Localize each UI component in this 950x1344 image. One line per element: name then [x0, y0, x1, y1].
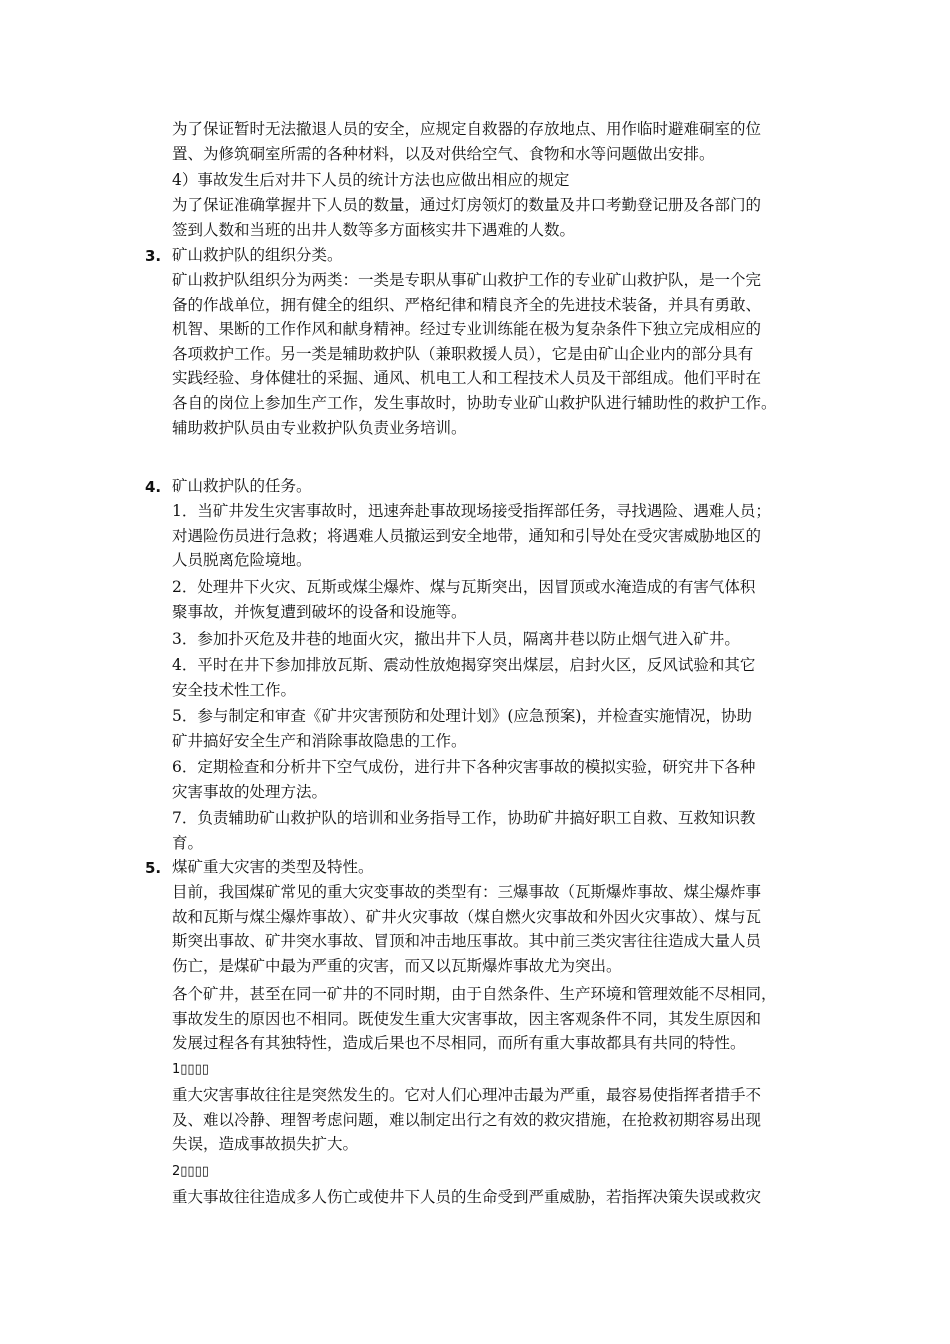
subheading-2: 2▯▯▯▯ [172, 1164, 209, 1179]
paragraph-disaster-characteristics: 各个矿井，甚至在同一矿井的不同时期，由于自然条件、生产环境和管理效能不尽相同， 事故发生的原因也不相同。既使发生重大灾害事故，因主客观条件不同，其发生原因和 发展过程各有其独特性，造成后果也不尽相同，而所有重大事故都具有共同的特性。 [172, 985, 777, 1053]
section-number-4: 4. [145, 478, 162, 496]
section-number-3: 3. [145, 247, 162, 265]
section-title-4: 矿山救护队的任务。 [172, 477, 312, 495]
task-item-7: 7．负责辅助矿山救护队的培训和业务指导工作，协助矿井搞好职工自救、互救知识教 育。 [172, 809, 756, 852]
subheading-1: 1▯▯▯▯ [172, 1062, 209, 1077]
task-item-4: 4．平时在井下参加排放瓦斯、震动性放炮揭穿突出煤层，启封火区，反风试验和其它 安全技术性工作。 [172, 656, 756, 699]
paragraph-shelter-arrangements: 为了保证暂时无法撤退人员的安全，应规定自救器的存放地点、用作临时避难硐室的位 置、为修筑硐室所需的各种材料，以及对供给空气、食物和水等问题做出安排。 [172, 120, 762, 163]
paragraph-personnel-verification: 为了保证准确掌握井下人员的数量，通过灯房领灯的数量及井口考勤登记册及各部门的 签到人数和当班的出井人数等多方面核实井下遇难的人数。 [172, 196, 762, 239]
task-item-1: 1．当矿井发生灾害事故时，迅速奔赴事故现场接受指挥部任务，寻找遇险、遇难人员； 对遇险伤员进行急救；将遇难人员撤运到安全地带，通知和引导处在受灾害威胁地区的 人员脱离危险境地。 [172, 502, 771, 570]
section-number-5: 5. [145, 859, 162, 877]
task-item-3: 3．参加扑灭危及井巷的地面火灾，撤出井下人员，隔离井巷以防止烟气进入矿井。 [172, 630, 740, 648]
paragraph-casualties: 重大事故往往造成多人伤亡或使井下人员的生命受到严重威胁，若指挥决策失误或救灾 [172, 1188, 762, 1206]
section-title-3: 矿山救护队的组织分类。 [172, 246, 343, 264]
task-item-2: 2．处理井下火灾、瓦斯或煤尘爆炸、煤与瓦斯突出，因冒顶或水淹造成的有害气体积 聚事故，并恢复遭到破坏的设备和设施等。 [172, 578, 756, 621]
paragraph-suddenness: 重大灾害事故往往是突然发生的。它对人们心理冲击最为严重，最容易使指挥者措手不 及、难以冷静、理智考虑问题，难以制定出行之有效的救灾措施，在抢救初期容易出现 失误，造成事故损失扩大。 [172, 1086, 762, 1154]
paragraph-personnel-counting-rule: 4）事故发生后对井下人员的统计方法也应做出相应的规定 [172, 171, 570, 189]
section-title-5: 煤矿重大灾害的类型及特性。 [172, 858, 374, 876]
paragraph-rescue-team-types: 矿山救护队组织分为两类：一类是专职从事矿山救护工作的专业矿山救护队，是一个完 备的作战单位，拥有健全的组织、严格纪律和精良齐全的先进技术装备，并具有勇敢、 机智、果断的工作作风和献身精神。经过专业训练能在极为复杂条件下独立完成相应的 各项救护工作。另一类是辅助救护队（兼职救援人员），它是由矿山企业内的部分具有 实践经验、身体健壮的采掘、通风、机电工人和工程技术人员及干部组成。他们平时在 各自的岗位上参加生产工作，发生事故时，协助专业矿山救护队进行辅助性的救护工作。 辅助救护队员由专业救护队负责业务培训。 [172, 271, 777, 437]
task-item-6: 6．定期检查和分析井下空气成份，进行井下各种灾害事故的模拟实验，研究井下各种 灾害事故的处理方法。 [172, 758, 756, 801]
task-item-5: 5．参与制定和审查《矿井灾害预防和处理计划》(应急预案)，并检查实施情况，协助 矿井搞好安全生产和消除事故隐患的工作。 [172, 707, 752, 750]
paragraph-disaster-types: 目前，我国煤矿常见的重大灾变事故的类型有：三爆事故（瓦斯爆炸事故、煤尘爆炸事 故和瓦斯与煤尘爆炸事故）、矿井火灾事故（煤自燃火灾事故和外因火灾事故）、煤与瓦 斯突出事故、矿井突水事故、冒顶和冲击地压事故。其中前三类灾害往往造成大量人员 伤亡，是煤矿中最为严重的灾害，而又以瓦斯爆炸事故尤为突出。 [172, 883, 762, 975]
